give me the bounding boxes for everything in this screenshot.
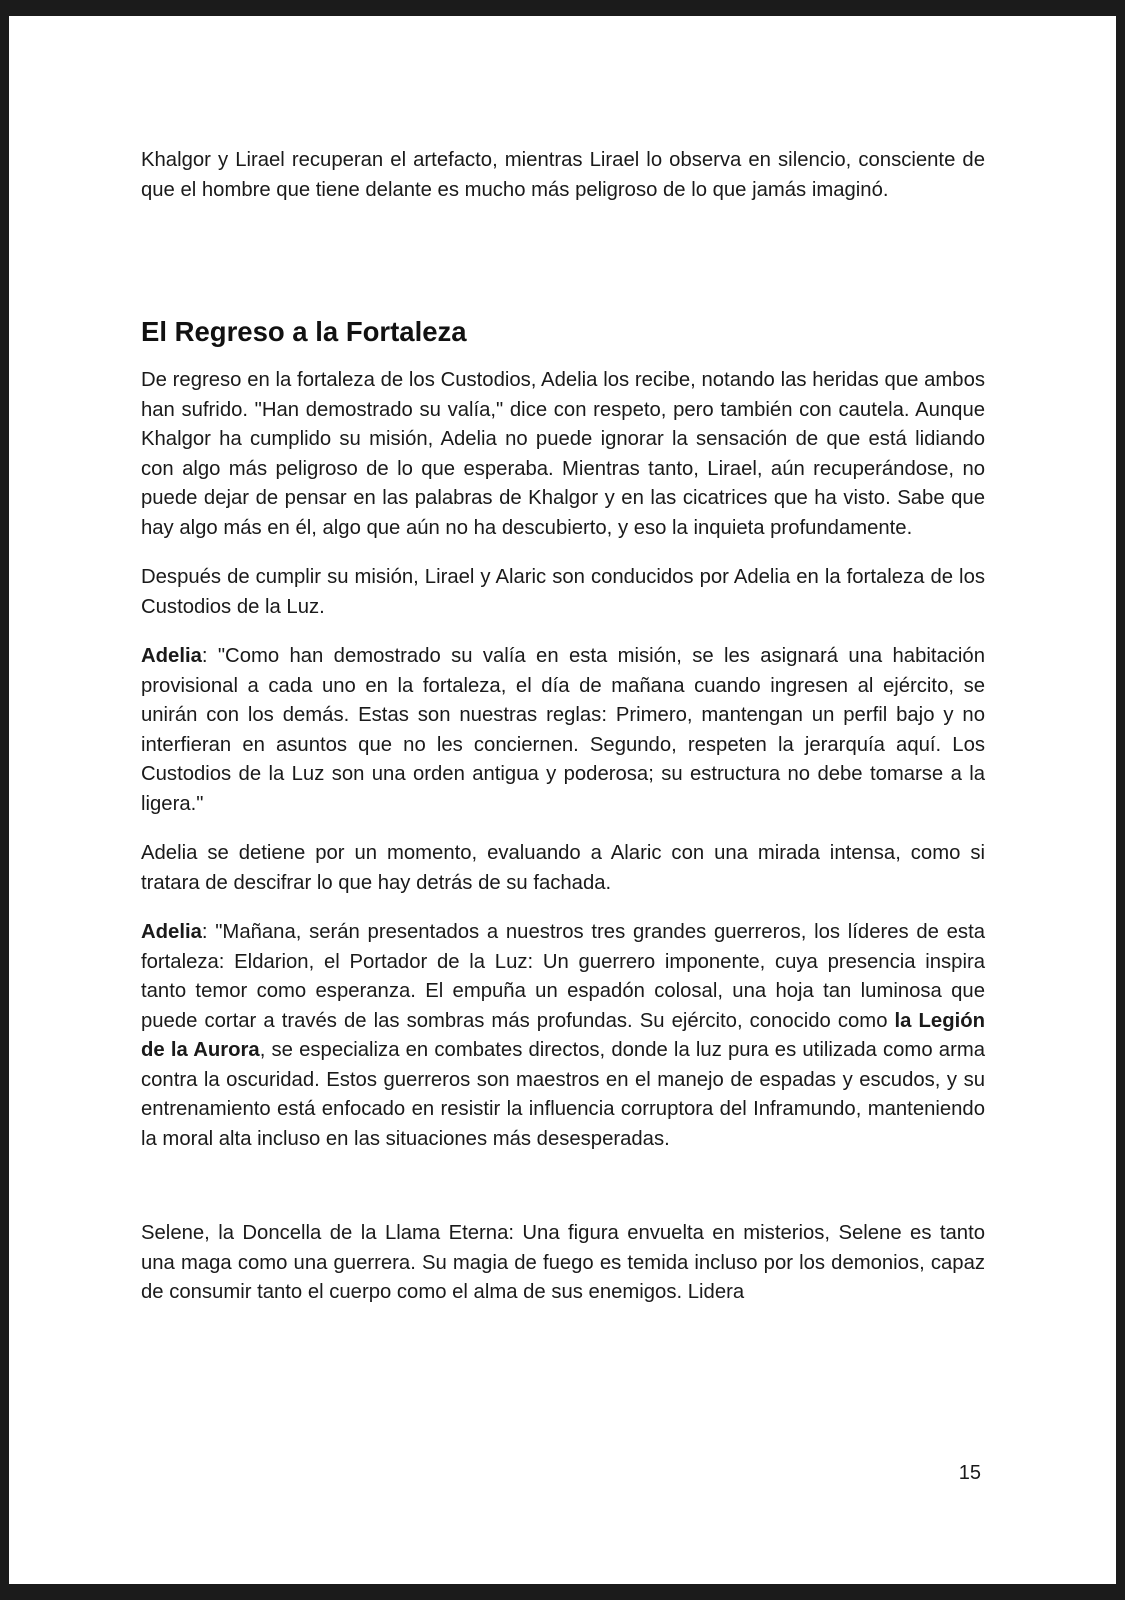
spacer — [141, 225, 985, 315]
page-number: 15 — [958, 1462, 981, 1484]
paragraph-4: Selene, la Doncella de la Llama Eterna: Una figura envuelta en misterios, Selene es tanto una maga como una guerrera. Su magia de fuego es temida incluso por los demonios, capaz de consumir tanto el cuerpo como el alma de sus enemigos. Lidera — [141, 1222, 985, 1303]
section-title: El Regreso a la Fortaleza — [141, 316, 467, 347]
dialogue-1-speaker: Adelia — [141, 645, 202, 667]
dialogue-2-text-after: , se especializa en combates directos, donde la luz pura es utilizada como arma contra la oscuridad. Estos guerreros son maestros en el manejo de espadas y escudos, y su entrenamiento está enfocado en resistir la influencia corruptora del Inframundo, manteniendo la moral alta incluso en las situaciones más desesperadas. — [141, 1039, 985, 1150]
dialogue-1 — [141, 642, 985, 819]
paragraph-2: Después de cumplir su misión, Lirael y Alaric son conducidos por Adelia en la fortaleza de los Custodios de la Luz. — [141, 566, 985, 618]
paragraph-3: Adelia se detiene por un momento, evaluando a Alaric con una mirada intensa, como si tratara de descifrar lo que hay detrás de su fachada. — [141, 842, 985, 894]
page-content — [141, 146, 985, 1328]
intro-paragraph: Khalgor y Lirael recuperan el artefacto, mientras Lirael lo observa en silencio, consciente de que el hombre que tiene delante es mucho más peligroso de lo que jamás imaginó. — [141, 149, 985, 201]
spacer — [141, 1174, 985, 1219]
dialogue-2-bold-phrase: la Legión de la Aurora — [141, 1009, 985, 1061]
document-page — [9, 16, 1116, 1584]
dialogue-2-text-before: : "Mañana, serán presentados a nuestros tres grandes guerreros, los líderes de esta fortaleza: Eldarion, el Portador de la Luz: Un guerrero imponente, cuya presencia inspira tanto temor como esperanza. El empuña un espadón colosal, una hoja tan luminosa que puede cortar a través de las sombras más profundas. Su ejército, conocido como — [141, 921, 985, 1032]
dialogue-2-speaker: Adelia — [141, 921, 202, 943]
paragraph-1: De regreso en la fortaleza de los Custodios, Adelia los recibe, notando las heridas que ambos han sufrido. "Han demostrado su valía," dice con respeto, pero también con cautela. Aunque Khalgor ha cumplido su misión, Adelia no puede ignorar la sensación de que está lidiando con algo más peligroso de lo que esperaba. Mientras tanto, Lirael, aún recuperándose, no puede dejar de pensar en las palabras de Khalgor y en las cicatrices que ha visto. Sabe que hay algo más en él, algo que aún no ha descubierto, y eso la inquieta profundamente. — [141, 369, 985, 539]
dialogue-1-text: : "Como han demostrado su valía en esta misión, se les asignará una habitación provisional a cada uno en la fortaleza, el día de mañana cuando ingresen al ejército, se unirán con los demás. Estas son nuestras reglas: Primero, mantengan un perfil bajo y no interfieran en asuntos que no les conciernen. Segundo, respeten la jerarquía aquí. Los Custodios de la Luz son una orden antigua y poderosa; su estructura no debe tomarse a la ligera." — [141, 645, 985, 815]
dialogue-2 — [141, 918, 985, 1154]
